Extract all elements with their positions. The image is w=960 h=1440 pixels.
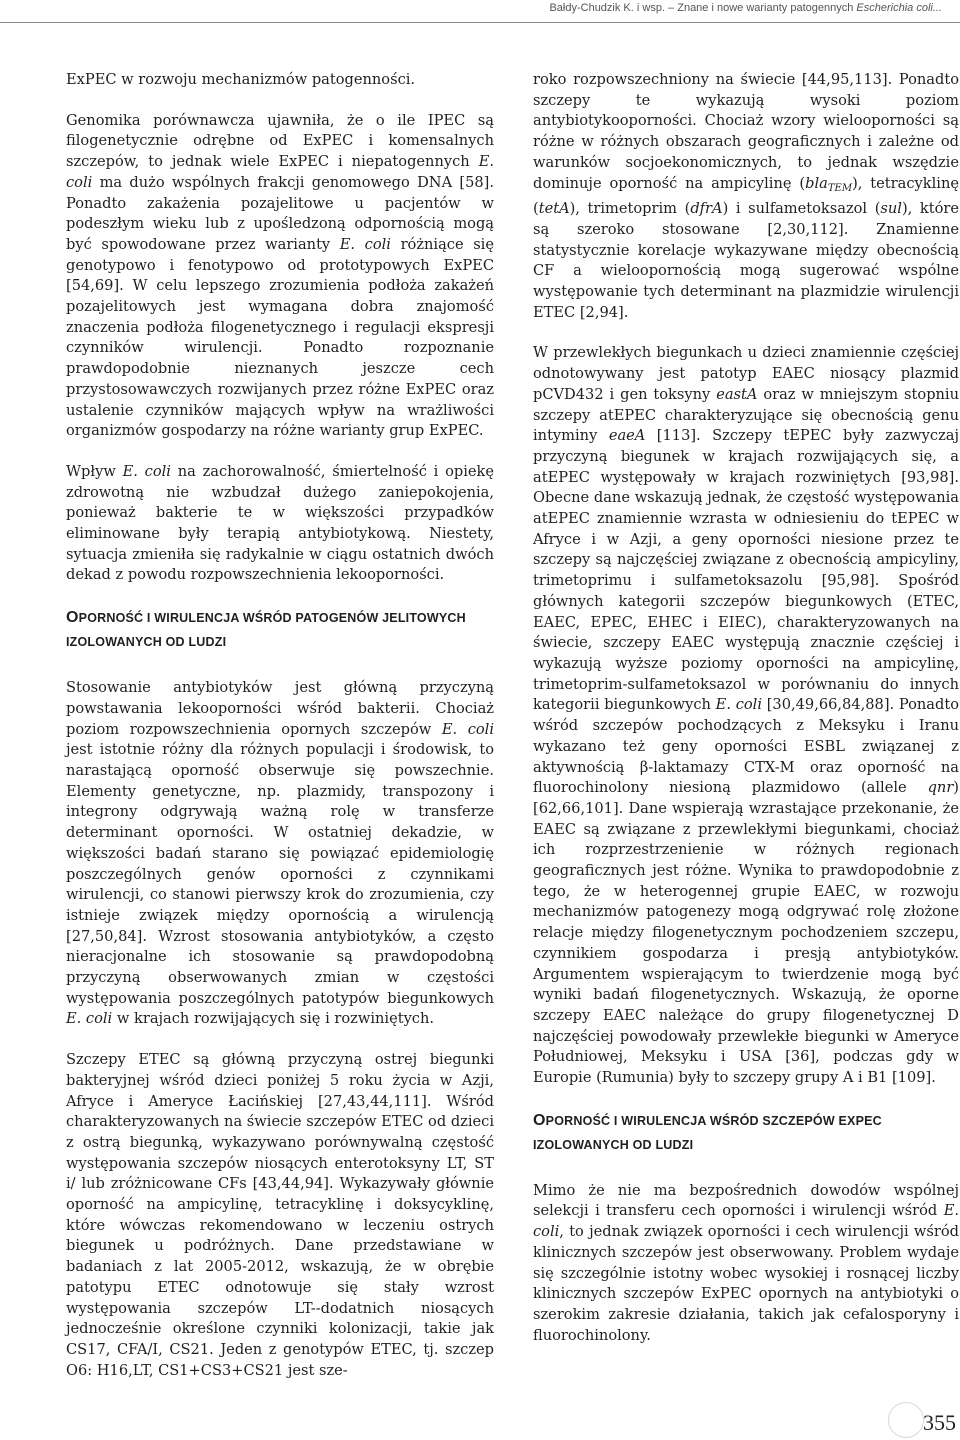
heading-initial: O — [66, 609, 79, 627]
section-heading — [533, 1109, 959, 1157]
species-name: E. coli — [66, 1010, 113, 1028]
species-name: E. coli — [66, 153, 494, 191]
text-run: ma dużo wspólnych frakcji genomowego DNA [58]. Ponadto zakażenia pozajelitowe u pacjentów w podeszłym wieku lub z upośledzoną odpornością mogą być spowodowane przez warianty — [66, 173, 494, 253]
page-number-ornament — [888, 1402, 924, 1438]
text-run: Genomika porównawcza ujawniła, że o ile IPEC są filogenetycznie odrębne od ExPEC i komensalnych szczepów, to jednak wiele ExPEC i niepatogennych — [66, 111, 494, 171]
text-run: W przewlekłych biegunkach u dzieci znamiennie częściej odnotowywany jest patotyp EAEC niosący plazmid pCVD432 i gen toksyny — [533, 344, 959, 403]
gene-name: tetA — [538, 200, 570, 218]
text-run: ) i sulfametoksazol ( — [722, 200, 881, 218]
species-name: E. coli — [441, 720, 494, 738]
gene-name: eastA — [716, 385, 758, 403]
paragraph — [533, 1181, 959, 1347]
text-run: Mimo że nie ma bezpośrednich dowodów wspólnej selekcji i transferu cech oporności i wirulencji wśród — [533, 1181, 959, 1220]
paragraph — [66, 111, 494, 442]
species-name: E. coli — [715, 696, 762, 714]
section-heading — [66, 606, 494, 654]
text-run: ), które są szeroko stosowane [2,30,112]. Znamienne statystycznie korelacje wykazywane między obecnością CF a wieloopornością mogą sugerować wspólne występowanie tych determinant na plazmidzie wirulencji ETEC [2,94]. — [533, 200, 960, 321]
paragraph — [66, 70, 494, 91]
gene-subscript: TEM — [827, 182, 853, 194]
species-name: E. coli — [122, 462, 171, 480]
text-run: ), trimetoprim ( — [569, 200, 691, 218]
left-column — [66, 70, 494, 1401]
paragraph — [66, 1050, 494, 1381]
text-run: na zachorowalność, śmiertelność i opiekę zdrowotną nie wzbudzał dużego zaniepokojenia, ponieważ bakterie te w większości przypadków eliminowane były terapią antybiotykową. Niestety, sytuacja zmieniła się radykalnie w ciągu ostatnich dwóch dekad z powodu rozpowszechnienia lekooporności. — [66, 462, 495, 584]
gene-name: qnr — [927, 779, 954, 797]
text-run: [30,49,66,84,88]. Ponadto wśród szczepów pochodzących z Meksyku i Iranu wykazano też geny oporności ESBL związanej z aktywnością β-laktamazy CTX-M oraz oporność na fluorochinolony niesioną plazmidowo (allele — [533, 696, 959, 797]
gene-name: eaeA — [608, 427, 646, 445]
running-head-authors: Bałdy-Chudzik K. i wsp. – Znane i nowe warianty patogennych — [549, 2, 857, 14]
paragraph — [66, 462, 494, 586]
running-head — [549, 2, 942, 14]
heading-text: PORNOŚĆ I WIRULENCJA WŚRÓD PATOGENÓW JELITOWYCH IZOLOWANYCH OD LUDZI — [66, 611, 466, 650]
text-run: oraz w mniejszym stopniu szczepy atEPEC charakteryzujące się obecnością genu intyminy — [533, 385, 959, 445]
paragraph — [533, 343, 959, 1088]
text-run: roko rozpowszechniony na świecie [44,95,113]. Ponadto szczepy te wykazują wysoki poziom antybiotykooporności. Chociaż wzory wielooporności są różne w różnych obszarach geograficznych i zależne od warunków socjoekonomicznych, to jednak wszędzie dominuje oporność na ampicylinę ( — [533, 71, 959, 192]
running-head-species: Escherichia coli... — [856, 2, 942, 14]
right-column — [533, 70, 959, 1366]
gene-name: bla — [805, 174, 828, 192]
heading-initial: O — [533, 1111, 546, 1129]
species-name: E. coli — [339, 235, 391, 253]
paragraph — [66, 678, 494, 1030]
text-run: Szczepy ETEC są główną przyczyną ostrej biegunki bakteryjnej wśród dzieci poniżej 5 roku życia w Azji, Afryce i Ameryce Łacińskiej [27,43,44,111]. Wśród charakteryzowanych na świecie szczepów ETEC od dzieci z ostrą biegunką, wykazywano porównywalną częstość występowania szczepów niosących enterotoksyny LT, ST i/ lub zróżnicowane CFs [43,44,94]. Wykazywały głównie oporność na ampicylinę, tetracyklinę i doksycyklinę, które wówczas rekomendowano w leczeniu ostrych biegunek u podróżnych. Dane przedstawiane w badaniach z lat 2005-2012, wskazują, że w obrębie patotypu ETEC odnotowuje się stały wzrost występowania szczepów LT--dodatnich niosących jednocześnie określone czynniki kolonizacji, takie jak CS17, CFA/I, CS21. Jeden z genotypów ETEC, tj. szczep O6: H16,LT, CS1+CS3+CS21 jest sze- — [66, 1051, 494, 1379]
paragraph — [533, 70, 959, 323]
text-run: , to jednak związek oporności i cech wirulencji wśród klinicznych szczepów jest obserwowany. Problem wydaje się szczególnie istotny wobec wysokiej i rosnącej liczby klinicznych szczepów ExPEC opornych na antybiotyki o szerokim zakresie działania, takich jak cefalosporyny i fluorochinolony. — [533, 1223, 959, 1344]
text-run: Stosowanie antybiotyków jest główną przyczyną powstawania lekooporności wśród bakterii. Chociaż poziom rozpowszechnienia opornych szczepów — [66, 679, 494, 738]
gene-name: dfrA — [690, 200, 723, 218]
species-name: E. coli — [533, 1202, 959, 1241]
header-rule — [0, 22, 960, 23]
heading-text: PORNOŚĆ I WIRULENCJA WŚRÓD SZCZEPÓW EXPEC IZOLOWANYCH OD LUDZI — [533, 1113, 882, 1152]
text-run: [113]. Szczepy tEPEC były zazwyczaj przyczyną biegunek w krajach rozwijających się, a atEPEC występowały w krajach rozwiniętych [93,98]. Obecne dane wskazują jednak, że częstość występowania atEPEC znamiennie wzrasta w odniesieniu do tEPEC w Afryce i w Azji, a geny oporności niesione przez te szczepy są najczęściej związane z obecnością ampicyliny, trimetoprimu i sulfametoksazolu [95,98]. Spośród głównych kategorii szczepów biegunkowych (ETEC, EAEC, EPEC, EHEC i EIEC), charakteryzowanych na świecie, szczepy EAEC występują znacznie częściej i wykazują wyższe poziomy oporności na ampicylinę, trimetoprim-sulfametoksazol w porównaniu do innych kategorii biegunkowych — [533, 427, 959, 714]
text-run: ), tetracyklinę ( — [533, 174, 959, 218]
text-run: Wpływ — [66, 462, 123, 480]
text-run: jest istotnie różny dla różnych populacji i środowisk, to narastającą oporność obserwuje się powszechnie. Elementy genetyczne, np. plazmidy, transpozony i integrony odgrywają ważną rolę w transferze determinant oporności. W ostatniej dekadzie, w większości badań starano się powiązać epidemiologię poszczególnych genów oporności z czynnikami wirulencji, co stanowi pierwszy krok do zrozumienia, czy istnieje związek między opornością a wirulencją [27,50,84]. Wzrost stosowania antybiotyków, a często nieracjonalne ich stosowanie są prawdopodobną przyczyną obserwowanych zmian w częstości występowania poszczególnych patotypów biegunkowych — [66, 741, 494, 1007]
text-run: różniące się genotypowo i fenotypowo od prototypowych ExPEC [54,69]. W celu lepszego zrozumienia podłoża zakażeń pozajelitowych jest wymagana dobra znajomość znaczenia podłoża filogenetycznego i regulacji ekspresji czynników wirulencji. Ponadto rozpoznanie prawdopodobnie nieznanych jeszcze cech przystosowawczych rozwijanych przez różne ExPEC oraz ustalenie czynników mających wpływ na wrażliwości organizmów gospodarzy na różne warianty grup ExPEC. — [66, 235, 494, 440]
text-run: ExPEC w rozwoju mechanizmów patogenności. — [66, 71, 416, 88]
text-run: w krajach rozwijających się i rozwiniętych. — [112, 1010, 435, 1028]
page-number: 355 — [923, 1410, 956, 1435]
gene-name: sul — [880, 200, 902, 218]
text-run: ) [62,66,101]. Dane wspierają wzrastające przekonanie, że EAEC są związane z przewlekłymi biegunkami, chociaż ich rozprzestrzenienie w różnych regionach geograficznych jest różne. Wynika to prawdopodobnie z tego, że w heterogennej grupie EAEC, w rozwoju mechanizmów patogenezy mogą odgrywać rolę złożone relacje między filogenetycznym pochodzeniem szczepu, czynnikiem gospodarza i presją antybiotyków. Argumentem wspierającym to twierdzenie mogą być wyniki badań filogenetycznych. Wskazują, że oporne szczepy EAEC należące do grupy filogenetycznej D najczęściej powodowały przewlekłe biegunki w Ameryce Południowej, Meksyku i USA [36], podczas gdy w Europie (Rumunia) były to szczepy grupy A i B1 [109]. — [533, 779, 959, 1087]
page-header — [0, 0, 960, 24]
